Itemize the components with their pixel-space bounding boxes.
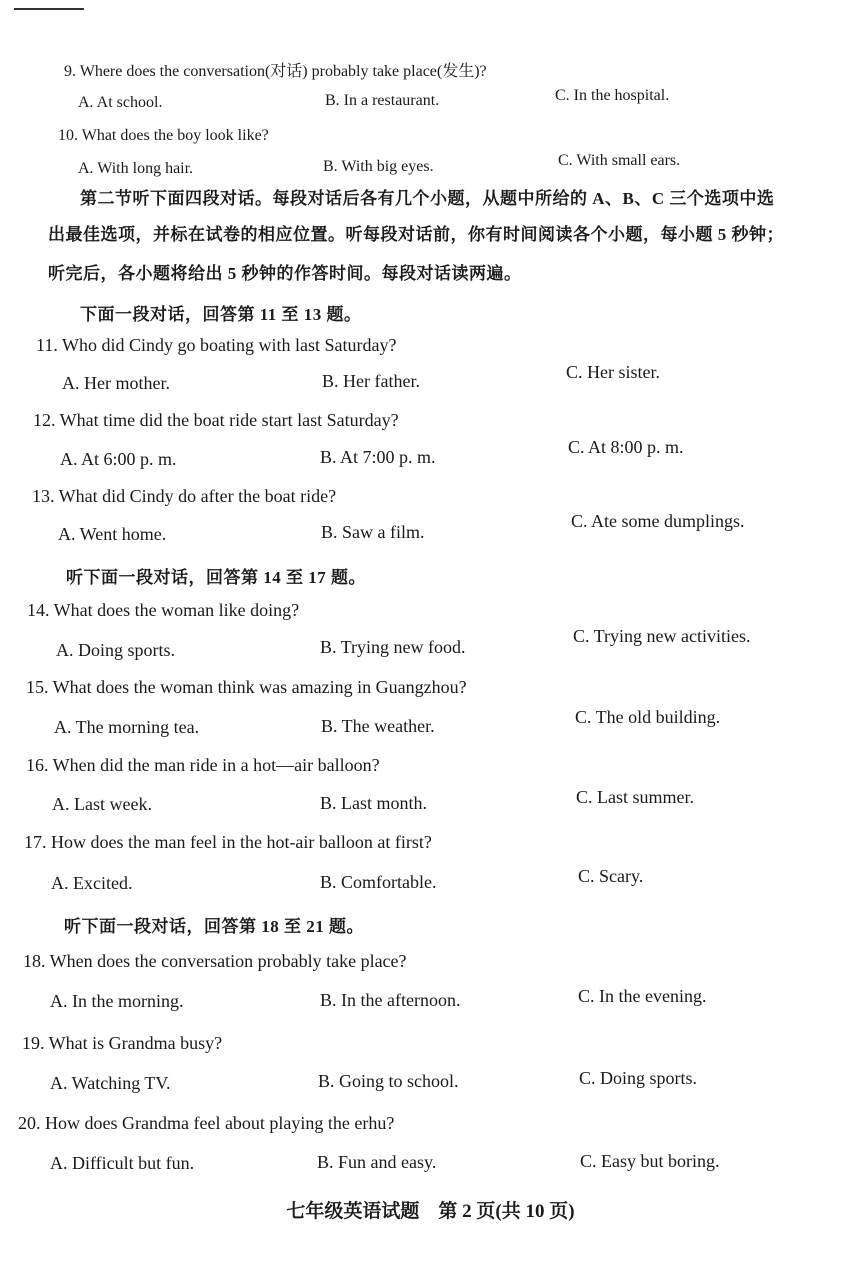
option-9a: A. At school. xyxy=(78,94,163,111)
option-17b: B. Comfortable. xyxy=(320,872,437,892)
option-10a: A. With long hair. xyxy=(78,160,194,177)
option-14b: B. Trying new food. xyxy=(320,637,466,657)
question-16: 16. When did the man ride in a hot—air balloon? xyxy=(26,755,380,775)
option-13a: A. Went home. xyxy=(58,524,167,544)
option-17a: A. Excited. xyxy=(51,873,133,893)
question-19: 19. What is Grandma busy? xyxy=(22,1033,223,1053)
question-18: 18. When does the conversation probably take place? xyxy=(23,951,407,971)
option-9c: C. In the hospital. xyxy=(555,87,670,104)
option-9b: B. In a restaurant. xyxy=(325,92,440,109)
section2-line1: 第二节听下面四段对话。每段对话后各有几个小题，从题中所给的 A、B、C 三个选项中选 xyxy=(80,189,775,208)
option-20c: C. Easy but boring. xyxy=(580,1151,720,1171)
option-13c: C. Ate some dumplings. xyxy=(571,511,745,531)
option-13b: B. Saw a film. xyxy=(321,522,425,542)
option-19a: A. Watching TV. xyxy=(50,1073,171,1093)
option-15a: A. The morning tea. xyxy=(54,717,200,737)
option-10c: C. With small ears. xyxy=(558,152,681,169)
question-15: 15. What does the woman think was amazing in Guangzhou? xyxy=(26,677,467,697)
question-20: 20. How does Grandma feel about playing the erhu? xyxy=(18,1113,395,1133)
page-footer: 七年级英语试题 第 2 页(共 10 页) xyxy=(286,1201,575,1222)
option-11a: A. Her mother. xyxy=(62,373,170,393)
option-10b: B. With big eyes. xyxy=(323,158,434,175)
section2-line3: 听完后，各小题将给出 5 秒钟的作答时间。每段对话读两遍。 xyxy=(48,264,522,283)
question-11: 11. Who did Cindy go boating with last Saturday? xyxy=(36,335,397,355)
option-15c: C. The old building. xyxy=(575,707,721,727)
section2-line2: 出最佳选项，并标在试卷的相应位置。听每段对话前，你有时间阅读各个小题，每小题 5 秒钟； xyxy=(48,225,784,244)
option-18c: C. In the evening. xyxy=(578,986,707,1006)
option-16c: C. Last summer. xyxy=(576,787,694,807)
group-heading-18-21: 听下面一段对话，回答第 18 至 21 题。 xyxy=(64,917,364,936)
option-14c: C. Trying new activities. xyxy=(573,626,751,646)
question-12: 12. What time did the boat ride start last Saturday? xyxy=(33,410,399,430)
option-11c: C. Her sister. xyxy=(566,362,660,382)
option-16b: B. Last month. xyxy=(320,793,427,813)
option-12c: C. At 8:00 p. m. xyxy=(568,437,684,457)
question-14: 14. What does the woman like doing? xyxy=(27,600,300,620)
option-19b: B. Going to school. xyxy=(318,1071,459,1091)
option-15b: B. The weather. xyxy=(321,716,435,736)
option-19c: C. Doing sports. xyxy=(579,1068,698,1088)
group-heading-11-13: 下面一段对话，回答第 11 至 13 题。 xyxy=(80,305,362,324)
option-18b: B. In the afternoon. xyxy=(320,990,461,1010)
question-10: 10. What does the boy look like? xyxy=(58,127,269,144)
option-12b: B. At 7:00 p. m. xyxy=(320,447,436,467)
top-rule xyxy=(14,8,84,10)
option-11b: B. Her father. xyxy=(322,371,420,391)
group-heading-14-17: 听下面一段对话，回答第 14 至 17 题。 xyxy=(66,568,366,587)
question-9: 9. Where does the conversation(对话) probably take place(发生)? xyxy=(64,63,487,80)
option-20a: A. Difficult but fun. xyxy=(50,1153,195,1173)
option-20b: B. Fun and easy. xyxy=(317,1152,437,1172)
option-14a: A. Doing sports. xyxy=(56,640,176,660)
option-17c: C. Scary. xyxy=(578,866,644,886)
question-13: 13. What did Cindy do after the boat ride? xyxy=(32,486,337,506)
option-18a: A. In the morning. xyxy=(50,991,184,1011)
option-16a: A. Last week. xyxy=(52,794,152,814)
option-12a: A. At 6:00 p. m. xyxy=(60,449,177,469)
question-17: 17. How does the man feel in the hot-air balloon at first? xyxy=(24,832,432,852)
